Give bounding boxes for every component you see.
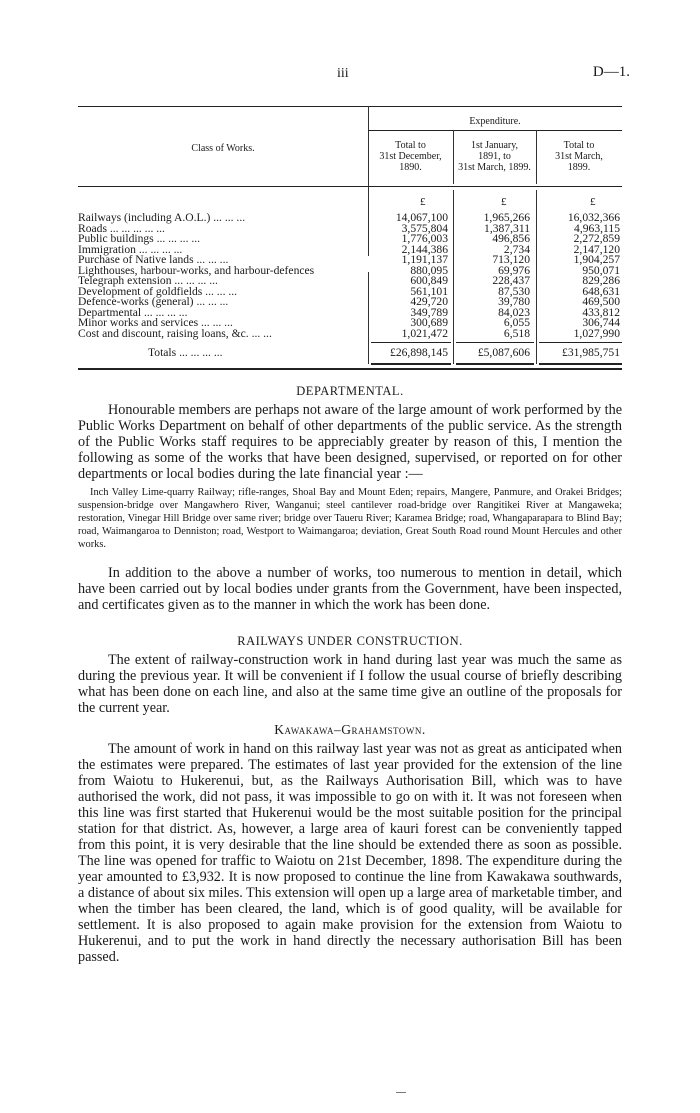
cell-1891-1899: 1,965,266 — [483, 211, 530, 224]
cell-total-1899: 829,286 — [582, 274, 620, 287]
column-header-line: 1st January, — [470, 140, 519, 151]
pound-symbol: £ — [501, 196, 507, 208]
cell-total-1899: 469,500 — [582, 295, 620, 308]
column-header-line: 1899. — [567, 162, 591, 173]
cell-total-1890: 300,689 — [410, 316, 448, 329]
cell-total-1890: 1,191,137 — [401, 253, 448, 266]
pound-symbol: £ — [420, 196, 426, 208]
column-header-line: Total to — [563, 140, 595, 151]
column-header-1891-1899 — [453, 140, 536, 173]
cell-total-1899: 433,812 — [582, 305, 620, 319]
cell-1891-1899: 1,387,311 — [484, 221, 530, 235]
totals-label: Totals ... ... ... ... — [148, 346, 223, 359]
cell-total-1899: 648,631 — [582, 284, 620, 298]
kawakawa-paragraph: The amount of work in hand on this railway last year was not as great as anticipated when the estimates were prepared. The estimates of last year provided for the extension of the line from Waiotu to Hukerenui, but, as the Railways Authorisation Bill, which was to have authorised the work, did not pass, it was impossible to go on with it. It was not foreseen when this line was first started that Hukerenui would be the most suitable position for the principal station for that district. As, however, a large area of kauri forest can be conveniently tapped from this point, it is very desirable that the line should be extended there as soon as possible. The line was opened for traffic to Waiotu on 21st December, 1898. The expenditure during the year amounted to £3,932. It is now proposed to continue the line from Kawakawa southwards, a distance of about six miles. This extension will open up a large area of marketable timber, and when the timber has been cleared, the land, which is of good quality, will be available for settlement. It is also proposed to again make provision for the extension from Waiotu to Hukerenui, and to put the work in hand directly the necessary authorisation Bill has been passed. — [78, 741, 622, 965]
cell-total-1890: 561,101 — [410, 284, 448, 298]
row-label: Public buildings ... ... ... ... — [78, 232, 201, 245]
row-label: Purchase of Native lands ... ... ... — [78, 253, 229, 266]
column-header-line: Total to — [395, 140, 426, 151]
column-header-line: 31st December, — [379, 151, 442, 162]
row-label: Minor works and services ... ... ... — [78, 316, 233, 329]
row-label: Cost and discount, raising loans, &c. ... ... — [78, 326, 272, 340]
cell-total-1899: 1,904,257 — [573, 253, 620, 266]
class-of-works-header: Class of Works. — [191, 143, 255, 154]
cell-1891-1899: 6,055 — [503, 316, 530, 329]
cell-total-1899: 2,272,859 — [573, 232, 620, 245]
total-1891-1899: £5,087,606 — [477, 346, 530, 359]
cell-total-1890: 1,776,003 — [401, 232, 448, 245]
cell-total-1899: 306,744 — [582, 316, 620, 329]
cell-total-1899: 1,027,990 — [573, 326, 620, 340]
row-label: Railways (including A.O.L.) ... ... ... — [78, 211, 246, 224]
departmental-paragraph: Honourable members are perhaps not aware of the large amount of work performed by the Public Works Department on behalf of other departments of the public service. As the strength of the Public Works staff requires to be appreciably greater by reason of this, I mention the following as some of the works that have been designed, supervised, or reported on for other departments or local bodies during the late financial year :— — [78, 402, 622, 482]
cell-total-1890: 349,789 — [410, 305, 448, 319]
document-reference: D—1. — [592, 64, 630, 80]
row-label: Roads ... ... ... ... ... — [78, 221, 165, 235]
column-header-line: 31st March, 1899. — [458, 162, 531, 173]
totals-row — [78, 346, 622, 360]
cell-1891-1899: 2,734 — [503, 242, 530, 256]
cell-total-1890: 3,575,804 — [401, 221, 448, 235]
cell-total-1890: 429,720 — [410, 295, 448, 308]
subtotal-rule — [456, 342, 534, 343]
totals-double-rule — [539, 363, 622, 365]
header-bottom-rule — [78, 186, 622, 187]
cell-1891-1899: 713,120 — [492, 253, 530, 266]
cell-total-1890: 1,021,472 — [401, 326, 448, 340]
section-heading-kawakawa: Kawakawa–Grahamstown. — [274, 722, 426, 737]
railways-paragraph: The extent of railway-construction work in hand during last year was much the same as during the previous year. It will be convenient if I follow the usual course of briefly describing what has been done on each line, and also at the same time give an outline of the proposals for the current year. — [78, 652, 622, 716]
table-top-rule — [78, 106, 622, 107]
cell-total-1899: 950,071 — [582, 263, 620, 277]
cell-1891-1899: 69,976 — [498, 263, 530, 277]
column-header-line: 1890. — [399, 162, 422, 173]
cell-1891-1899: 496,856 — [492, 232, 530, 245]
column-header-total-1899 — [536, 140, 622, 173]
cell-total-1899: 16,032,366 — [567, 211, 620, 224]
totals-double-rule — [371, 363, 451, 365]
cell-total-1890: 600,849 — [410, 274, 448, 287]
table-row — [78, 327, 622, 340]
column-header-line: 1891, to — [478, 151, 511, 162]
section-heading-departmental: DEPARTMENTAL. — [296, 384, 404, 398]
row-label: Defence-works (general) ... ... ... — [78, 295, 229, 308]
footer-mark — [396, 1092, 406, 1093]
cell-total-1899: 2,147,120 — [573, 242, 620, 256]
cell-1891-1899: 39,780 — [498, 295, 530, 308]
section-heading-railways: RAILWAYS UNDER CONSTRUCTION. — [237, 634, 463, 648]
pound-symbol: £ — [590, 196, 596, 208]
row-label: Departmental ... ... ... ... — [78, 305, 188, 319]
subtotal-rule — [539, 342, 622, 343]
row-label: Development of goldfields ... ... ... — [78, 284, 238, 298]
cell-1891-1899: 87,530 — [498, 284, 530, 298]
column-header-line: 31st March, — [555, 151, 603, 162]
row-label: Telegraph extension ... ... ... ... — [78, 274, 218, 287]
column-header-total-1890 — [368, 140, 453, 173]
row-label: Lighthouses, harbour-works, and harbour-defences — [78, 263, 315, 277]
row-label: Immigration ... ... ... ... — [78, 242, 183, 256]
cell-total-1890: 880,095 — [410, 263, 448, 277]
page-number: iii — [337, 66, 349, 81]
cell-total-1890: 14,067,100 — [395, 211, 448, 224]
expenditure-rule — [368, 130, 622, 131]
works-list: Inch Valley Lime-quarry Railway; rifle-ranges, Shoal Bay and Mount Eden; repairs, Mangere, Panmure, and Orakei Bridges; suspension-bridge over Mangawhero River, Wanganui; steel cantilever road-bridge over Rangitikei River at Mangaweka; restoration, Vinegar Hill Bridge over same river; bridge over Taueru River; Karamea Bridge; road, Whangaparapara to Blind Bay; road, Waimangaroa to Denniston; road, Westport to Waimangaroa; deviation, Great South Road round Mount Hercules and other works. — [78, 487, 622, 550]
total-1890: £26,898,145 — [390, 346, 448, 359]
departmental-paragraph-2: In addition to the above a number of works, too numerous to mention in detail, which have been carried out by local bodies under grants from the Government, have been inspected, and certificates given as to the manner in which the work has been done. — [78, 565, 622, 613]
cell-1891-1899: 228,437 — [492, 274, 530, 287]
cell-total-1899: 4,963,115 — [574, 221, 620, 235]
total-1899: £31,985,751 — [562, 346, 620, 359]
cell-1891-1899: 6,518 — [503, 326, 530, 340]
cell-total-1890: 2,144,386 — [401, 242, 448, 256]
totals-double-rule — [456, 363, 534, 365]
subtotal-rule — [371, 342, 451, 343]
cell-1891-1899: 84,023 — [498, 305, 530, 319]
expenditure-title: Expenditure. — [469, 116, 521, 127]
table-bottom-rule — [78, 368, 622, 370]
